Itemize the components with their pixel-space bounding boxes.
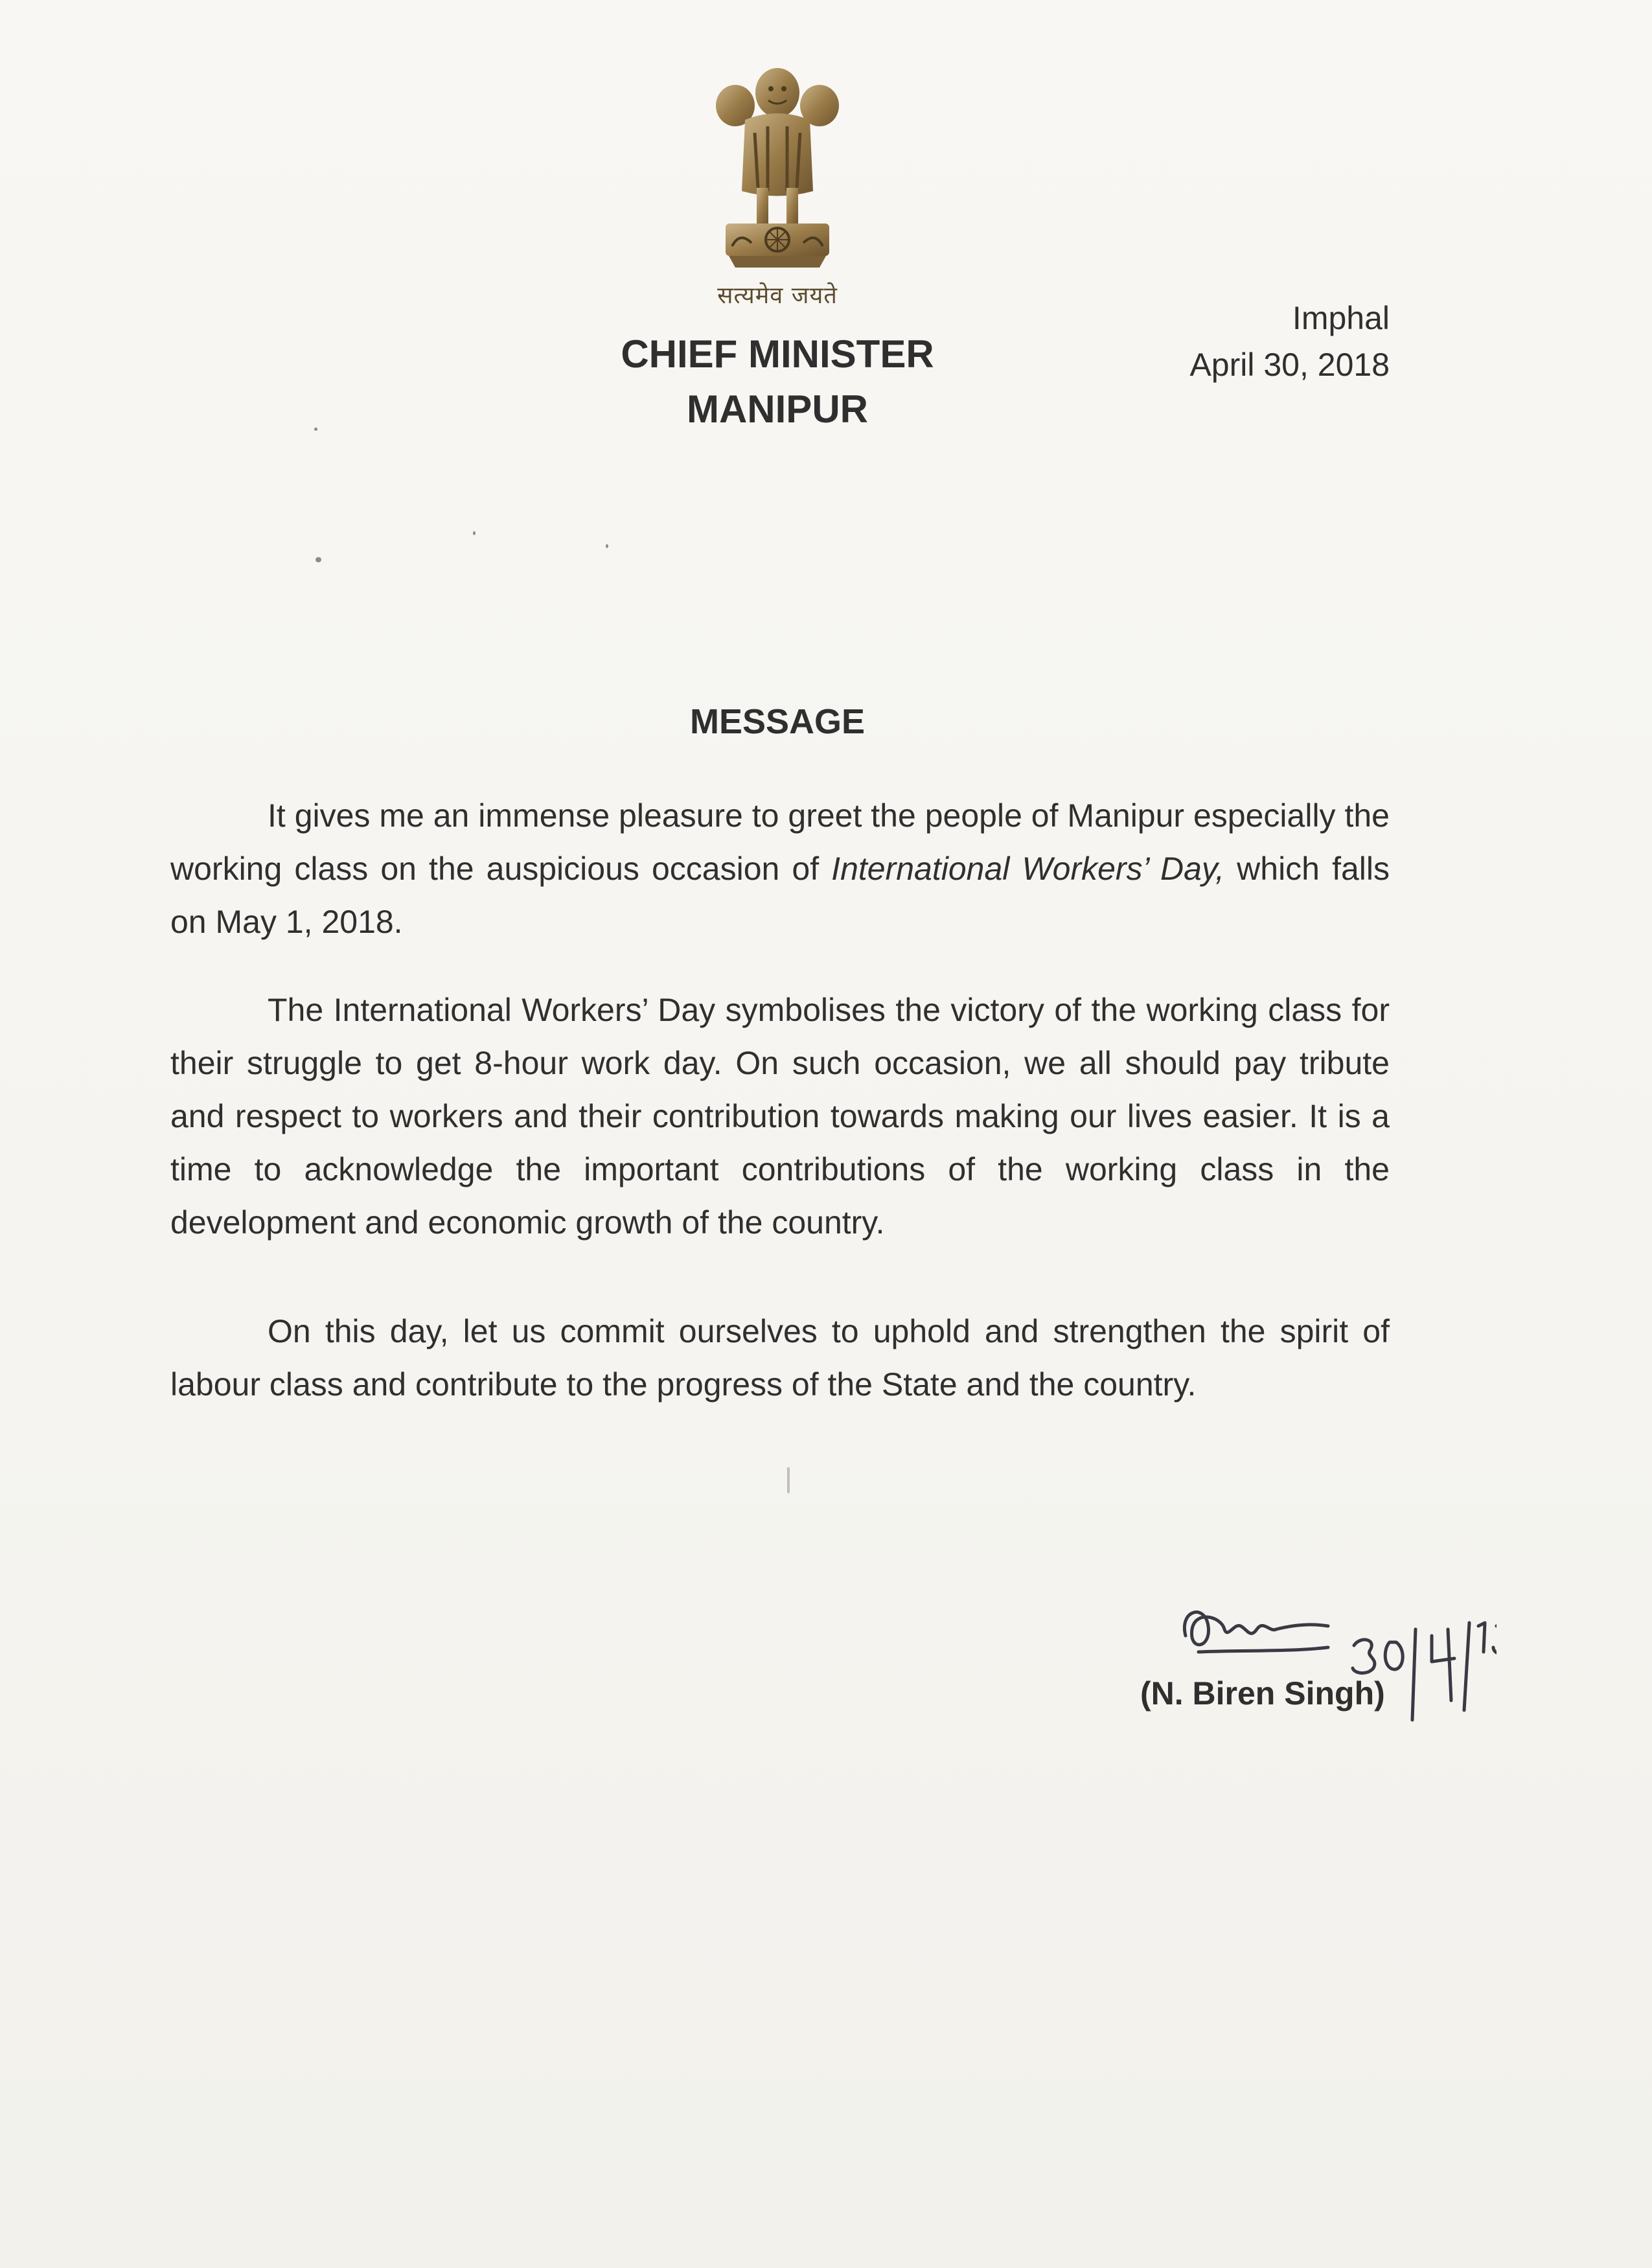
message-heading: MESSAGE <box>689 702 866 741</box>
paper-speck <box>787 1467 790 1493</box>
paper-speck <box>315 557 321 562</box>
national-emblem-icon <box>700 62 855 275</box>
place: Imphal <box>1292 300 1390 336</box>
paragraph-2-text: The International Workers’ Day symbolises the victory of the working class for their struggle to get 8-hour work day. On such occasion, we all should pay tribute and respect to workers and their contribution towards making our lives easier. It is a time to acknowledge the important contributions of the working class in the development and economic growth of the country. <box>170 992 1390 1241</box>
paragraph-2 <box>170 983 1390 1249</box>
paper-speck <box>473 531 476 535</box>
paragraph-3 <box>170 1305 1390 1411</box>
letterhead-subtitle: MANIPUR <box>687 387 868 431</box>
paper-speck <box>606 544 608 548</box>
paragraph-3-text: On this day, let us commit ourselves to uphold and strengthen the spirit of labour class and contribute to the progress of the State and the country. <box>170 1313 1390 1403</box>
emblem-motto: सत्यमेव जयते <box>717 282 838 309</box>
paragraph-1-text: It gives me an immense pleasure to greet the people of Manipur especially the working class on the auspicious occasion of <box>170 797 1390 887</box>
paragraph-1-italic: International Workers’ Day, <box>831 851 1225 887</box>
letterhead-title: CHIEF MINISTER <box>621 332 934 376</box>
signatory-name: (N. Biren Singh) <box>1140 1675 1385 1712</box>
date: April 30, 2018 <box>1189 347 1390 383</box>
place-date-block <box>1189 295 1390 388</box>
paper-speck <box>314 428 317 431</box>
handwritten-signature <box>1160 1590 1497 1739</box>
paragraph-1-tail: which falls on May 1, 2018. <box>170 851 1390 940</box>
paragraph-1 <box>170 789 1390 948</box>
